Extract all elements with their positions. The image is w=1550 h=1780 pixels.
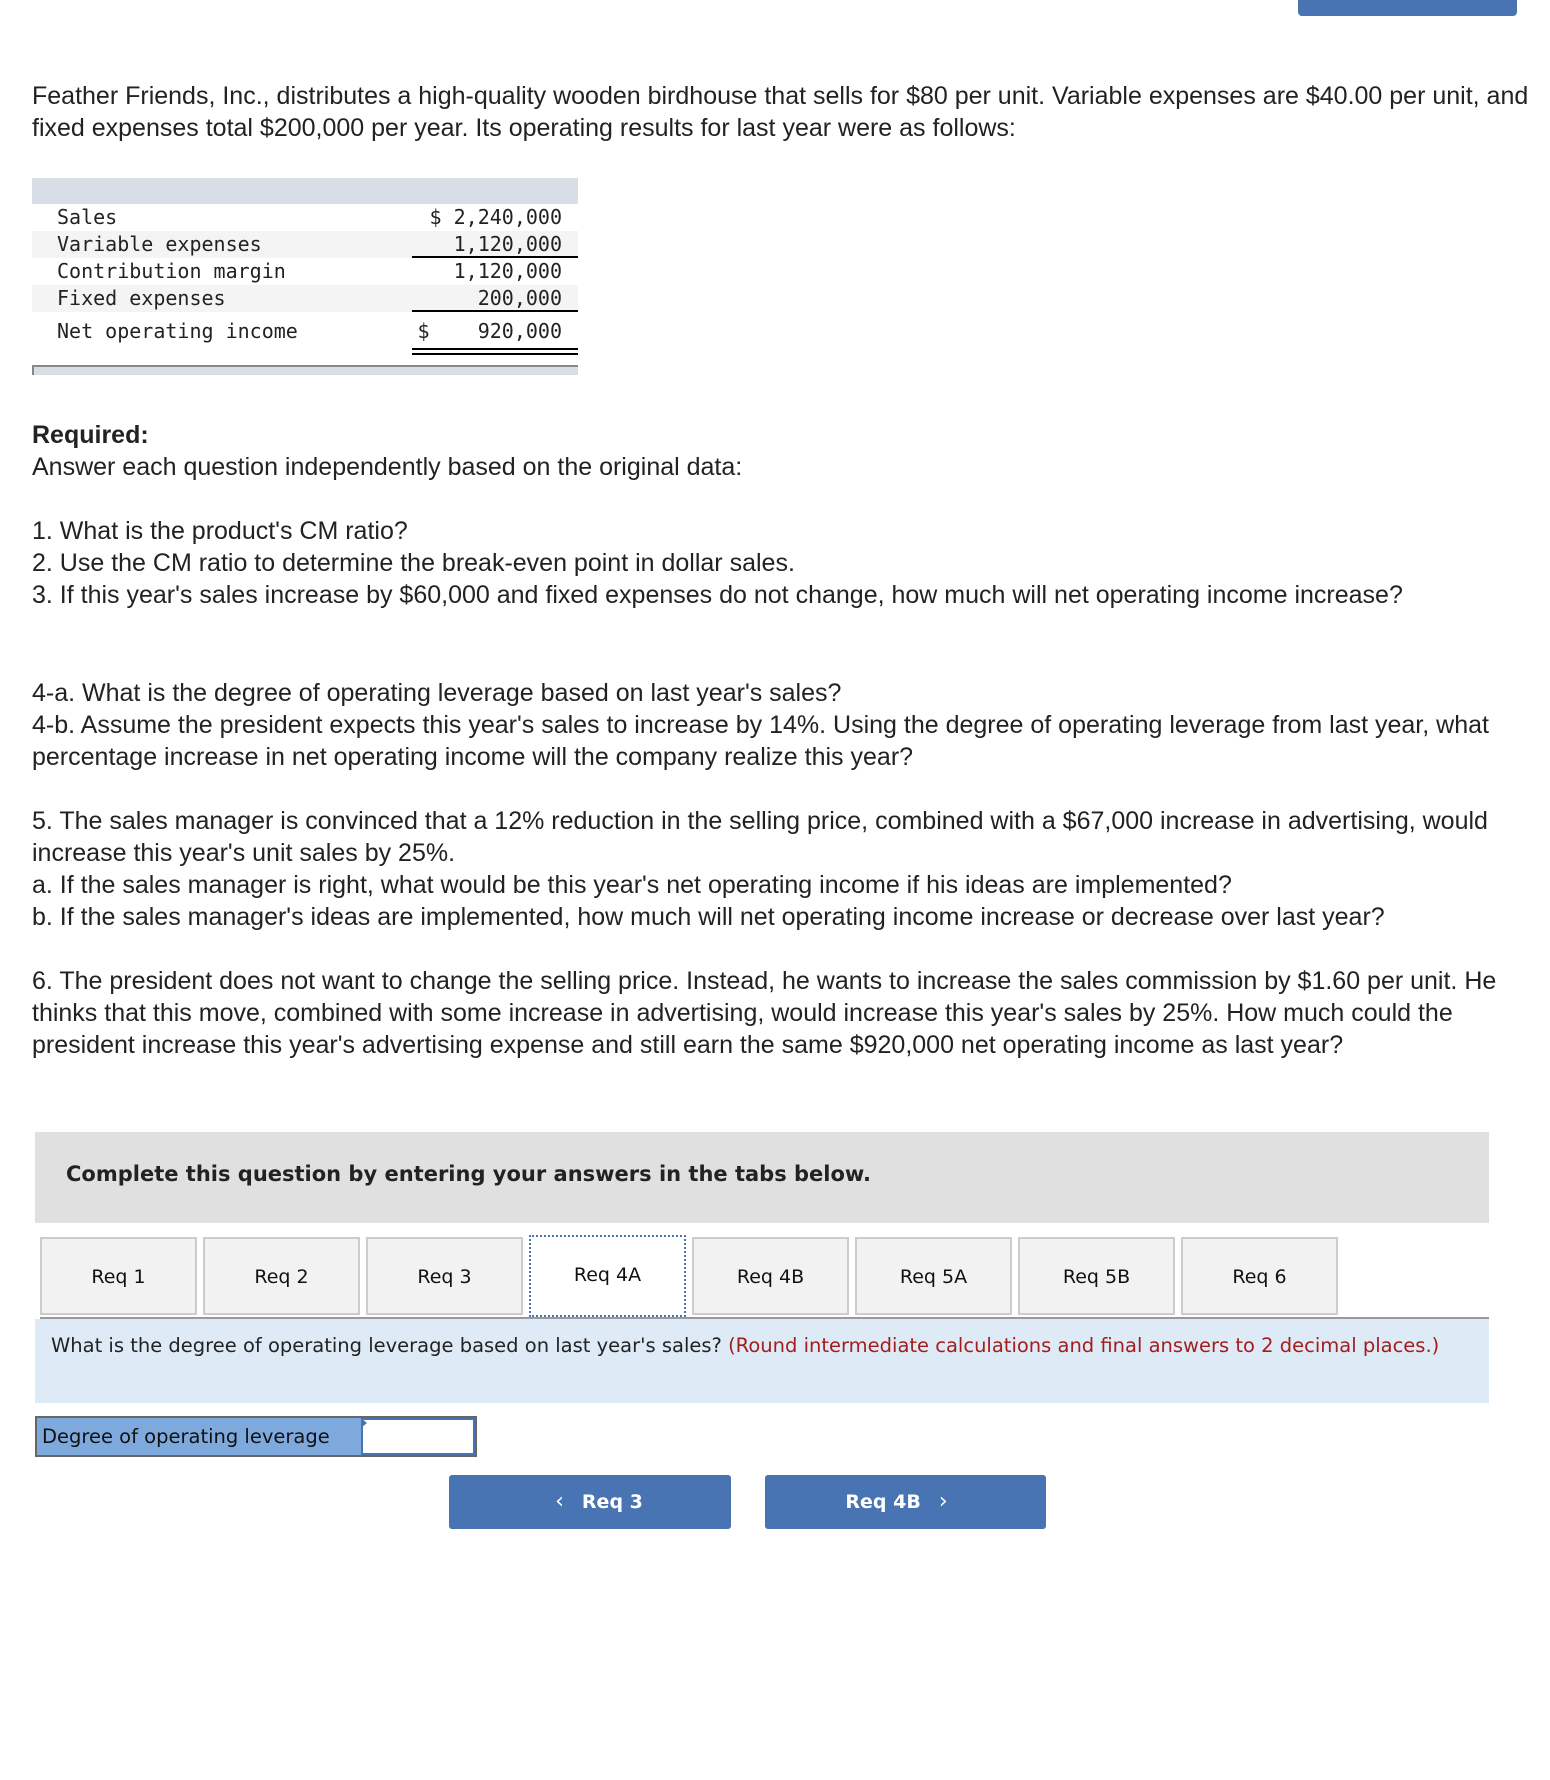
income-statement-table: [32, 178, 578, 376]
prev-req-button[interactable]: [449, 1475, 731, 1529]
table-row: [32, 231, 578, 258]
tab-req-4b[interactable]: Req 4B: [692, 1237, 849, 1315]
row-value: 1,120,000: [453, 232, 562, 256]
question-5a: a. If the sales manager is right, what would be this year's net operating income if his ideas are implemented?: [32, 871, 1232, 899]
question-5: 5. The sales manager is convinced that a 12% reduction in the selling price, combined with a $67,000 increase in advertising, would increase this year's unit sales by 25%.: [32, 807, 1488, 867]
problem-intro: Feather Friends, Inc., distributes a high-quality wooden birdhouse that sells for $80 per unit. Variable expenses are $40.00 per unit, and fixed expenses total $200,000 per year. Its operating results for last year were as follows:: [32, 82, 1529, 142]
row-label: Variable expenses: [57, 232, 262, 256]
question-1: 1. What is the product's CM ratio?: [32, 517, 408, 545]
row-value: $ 920,000: [417, 319, 562, 343]
table-header: [32, 178, 578, 204]
req-tabs: [40, 1237, 1489, 1319]
answer-row: [35, 1416, 477, 1457]
row-value: $ 2,240,000: [429, 205, 562, 229]
table-row: [32, 258, 578, 285]
double-underline: [412, 348, 578, 355]
chevron-left-icon: ‹: [555, 1489, 564, 1514]
tab-req-4a[interactable]: Req 4A: [529, 1235, 686, 1317]
question-4a: 4-a. What is the degree of operating leverage based on last year's sales?: [32, 679, 842, 707]
input-marker-icon: [361, 1418, 367, 1428]
degree-of-operating-leverage-input[interactable]: [361, 1418, 475, 1455]
top-action-button[interactable]: [1298, 0, 1517, 16]
table-row: [32, 204, 578, 231]
table-row: [32, 285, 578, 312]
table-row-total: [32, 312, 578, 350]
tab-req-3[interactable]: Req 3: [366, 1237, 523, 1315]
answer-label: Degree of operating leverage: [42, 1425, 330, 1448]
question-prompt: [35, 1319, 1489, 1403]
row-label: Sales: [57, 205, 118, 229]
instructions-banner: [35, 1132, 1489, 1223]
question-2: 2. Use the CM ratio to determine the break-even point in dollar sales.: [32, 549, 795, 577]
prev-button-label: Req 3: [581, 1491, 643, 1513]
tab-req-6[interactable]: Req 6: [1181, 1237, 1338, 1315]
question-4b: 4-b. Assume the president expects this year's sales to increase by 14%. Using the degree of operating leverage from last year, what percentage increase in net operating income will the company realize this year?: [32, 711, 1489, 771]
question-5b: b. If the sales manager's ideas are implemented, how much will net operating income increase or decrease over last year?: [32, 903, 1385, 931]
row-value: 1,120,000: [453, 259, 562, 283]
instructions-text: Complete this question by entering your answers in the tabs below.: [66, 1162, 871, 1186]
tab-req-5a[interactable]: Req 5A: [855, 1237, 1012, 1315]
table-footer: [32, 365, 578, 375]
prompt-note: (Round intermediate calculations and final answers to 2 decimal places.): [728, 1334, 1440, 1357]
question-6: 6. The president does not want to change the selling price. Instead, he wants to increase the sales commission by $1.60 per unit. He thinks that this move, combined with some increase in advertising, would increase this year's sales by 25%. How much could the president increase this year's advertising expense and still earn the same $920,000 net operating income as last year?: [32, 967, 1497, 1059]
row-label: Contribution margin: [57, 259, 286, 283]
required-subtitle: Answer each question independently based on the original data:: [32, 453, 743, 481]
prompt-text: What is the degree of operating leverage based on last year's sales?: [51, 1334, 722, 1357]
tab-req-1[interactable]: Req 1: [40, 1237, 197, 1315]
row-label: Fixed expenses: [57, 286, 226, 310]
tab-req-5b[interactable]: Req 5B: [1018, 1237, 1175, 1315]
chevron-right-icon: ›: [938, 1489, 948, 1514]
question-3: 3. If this year's sales increase by $60,000 and fixed expenses do not change, how much will net operating income increase?: [32, 581, 1403, 609]
tab-req-2[interactable]: Req 2: [203, 1237, 360, 1315]
row-label: Net operating income: [57, 319, 298, 343]
next-button-label: Req 4B: [845, 1491, 921, 1513]
required-heading: Required:: [32, 421, 149, 449]
next-req-button[interactable]: [765, 1475, 1046, 1529]
row-value: 200,000: [477, 286, 562, 310]
